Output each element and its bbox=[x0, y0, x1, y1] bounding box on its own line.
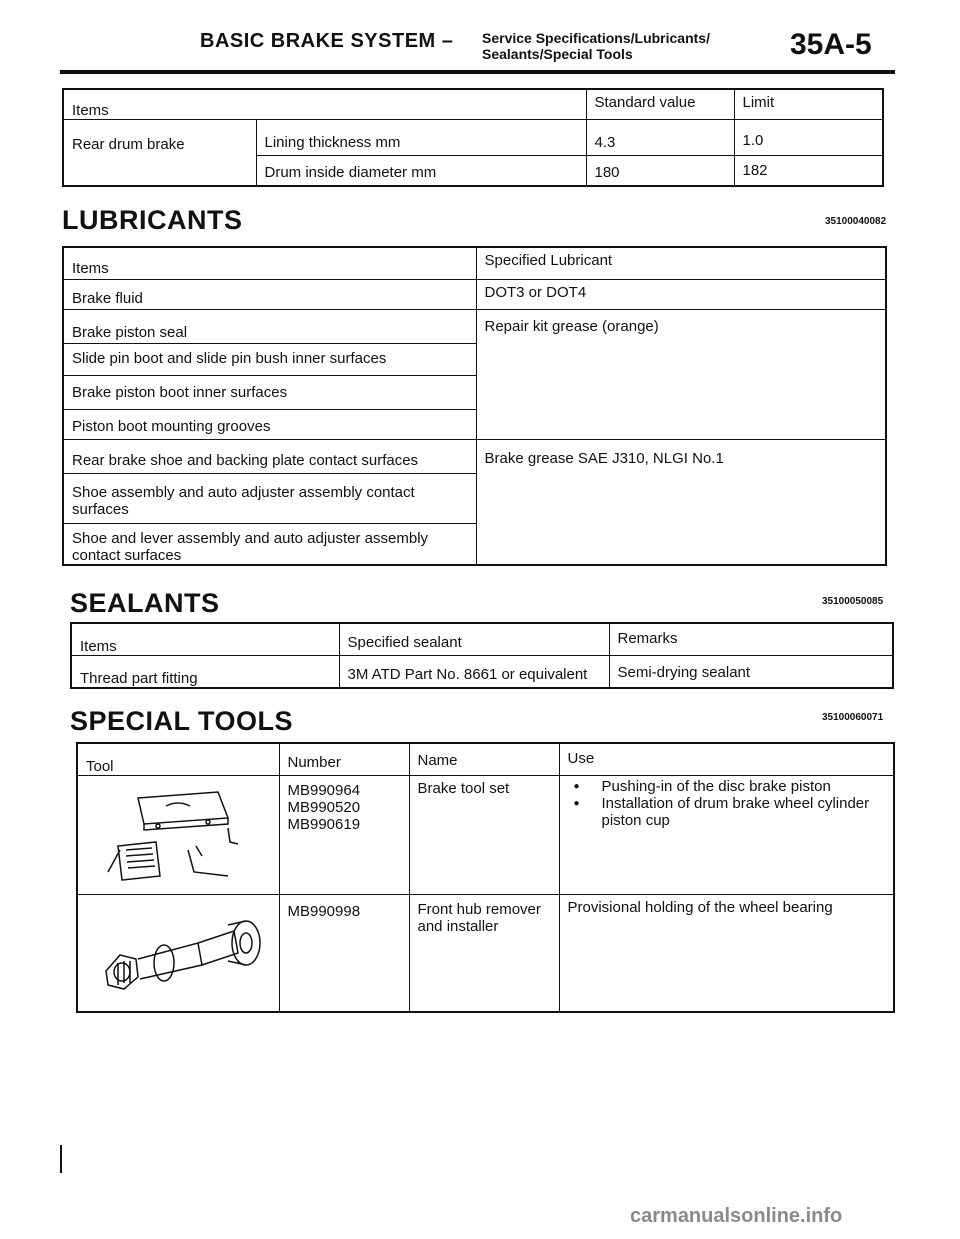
tool-name: Front hub remover and installer bbox=[409, 895, 559, 1013]
tool-number: MB990520 bbox=[287, 799, 361, 816]
tools-header-use: Use bbox=[559, 743, 894, 776]
subtitle-line-1: Service Specifications/Lubricants/ bbox=[482, 30, 710, 46]
lube-item: Brake fluid bbox=[63, 279, 476, 309]
lube-item: Brake piston boot inner surfaces bbox=[63, 375, 476, 409]
spec-row-limit: 182 bbox=[734, 156, 883, 186]
tool-number: MB990964 bbox=[287, 782, 361, 799]
tool-illustration-cell bbox=[77, 776, 279, 895]
tool-number: MB990998 bbox=[279, 895, 409, 1013]
tool-use-item: ● Pushing-in of the disc brake piston bbox=[568, 778, 886, 795]
header-rule bbox=[60, 70, 895, 74]
lube-item: Piston boot mounting grooves bbox=[63, 409, 476, 439]
sealants-code: 35100050085 bbox=[822, 596, 884, 607]
sealants-title: SEALANTS bbox=[70, 588, 220, 618]
spec-row-standard: 180 bbox=[586, 156, 734, 186]
lube-header-items: Items bbox=[63, 247, 476, 279]
lube-header-lubricant: Specified Lubricant bbox=[476, 247, 886, 279]
tools-header-number: Number bbox=[279, 743, 409, 776]
lube-value: DOT3 or DOT4 bbox=[476, 279, 886, 309]
tool-name: Brake tool set bbox=[409, 776, 559, 895]
sealant-value: 3M ATD Part No. 8661 or equivalent bbox=[339, 656, 609, 689]
tool-numbers-cell bbox=[279, 776, 409, 895]
page-number: 35A-5 bbox=[790, 28, 872, 61]
brake-tool-set-illustration bbox=[78, 776, 278, 890]
lube-item: Shoe and lever assembly and auto adjuster assembly contact surfaces bbox=[63, 523, 476, 565]
spec-header-limit: Limit bbox=[734, 89, 883, 120]
lube-value: Brake grease SAE J310, NLGI No.1 bbox=[476, 439, 886, 565]
margin-mark bbox=[60, 1145, 62, 1173]
lube-value: Repair kit grease (orange) bbox=[476, 309, 886, 439]
spec-row-name: Lining thickness mm bbox=[256, 120, 586, 156]
lubricants-title: LUBRICANTS bbox=[62, 205, 243, 235]
tool-illustration-cell bbox=[77, 895, 279, 1013]
lubricants-table bbox=[62, 246, 887, 566]
sealant-header-items: Items bbox=[71, 623, 339, 656]
lubricants-code: 35100040082 bbox=[825, 216, 887, 227]
tool-use-item: ● Installation of drum brake wheel cylinder piston cup bbox=[568, 795, 886, 829]
tools-header-name: Name bbox=[409, 743, 559, 776]
spec-item-rear-drum-brake: Rear drum brake bbox=[63, 120, 256, 186]
service-spec-table bbox=[62, 88, 884, 187]
spec-row-name: Drum inside diameter mm bbox=[256, 156, 586, 186]
special-tools-table bbox=[76, 742, 895, 1013]
footer-watermark: carmanualsonline.info bbox=[630, 1205, 843, 1227]
spec-row-standard: 4.3 bbox=[586, 120, 734, 156]
sealants-table bbox=[70, 622, 894, 689]
front-hub-remover-illustration bbox=[78, 895, 278, 1007]
special-tools-title: SPECIAL TOOLS bbox=[70, 706, 294, 736]
spec-row-limit: 1.0 bbox=[734, 120, 883, 156]
spec-header-items: Items bbox=[63, 89, 586, 120]
lube-item: Slide pin boot and slide pin bush inner surfaces bbox=[63, 343, 476, 375]
lube-item: Brake piston seal bbox=[63, 309, 476, 343]
special-tools-code: 35100060071 bbox=[822, 712, 884, 723]
sealant-remarks: Semi-drying sealant bbox=[609, 656, 893, 689]
subtitle-line-2: Sealants/Special Tools bbox=[482, 46, 633, 62]
tool-number: MB990619 bbox=[287, 816, 361, 833]
sealant-item: Thread part fitting bbox=[71, 656, 339, 689]
section-title: BASIC BRAKE SYSTEM – bbox=[200, 30, 454, 52]
lube-item: Rear brake shoe and backing plate contact surfaces bbox=[63, 439, 476, 473]
tools-header-tool: Tool bbox=[77, 743, 279, 776]
spec-header-standard: Standard value bbox=[586, 89, 734, 120]
sealant-header-sealant: Specified sealant bbox=[339, 623, 609, 656]
sealant-header-remarks: Remarks bbox=[609, 623, 893, 656]
lube-item: Shoe assembly and auto adjuster assembly contact surfaces bbox=[63, 473, 476, 523]
tool-use: Provisional holding of the wheel bearing bbox=[559, 895, 894, 1013]
tool-use-cell bbox=[559, 776, 894, 895]
